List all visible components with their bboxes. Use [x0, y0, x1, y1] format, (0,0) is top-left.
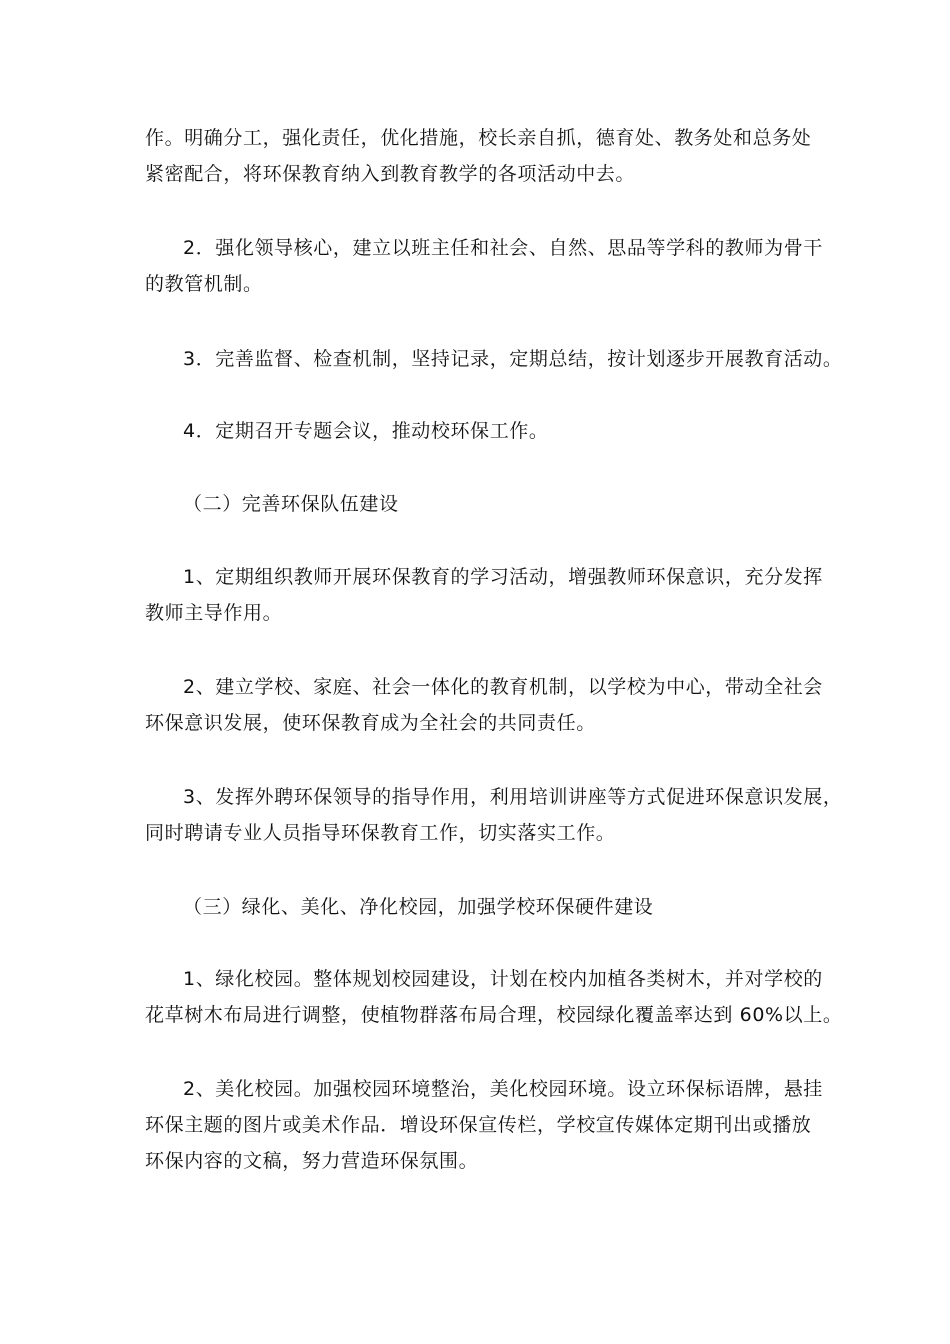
text-line: 环保意识发展，使环保教育成为全社会的共同责任。 [145, 712, 596, 734]
text-line: 3、发挥外聘环保领导的指导作用，利用培训讲座等方式促进环保意识发展， [183, 786, 843, 808]
paragraph-team-1 [145, 559, 825, 631]
text-line: 2、建立学校、家庭、社会一体化的教育机制，以学校为中心，带动全社会 [183, 676, 823, 698]
paragraph-team-3 [145, 779, 843, 851]
text-line: 2、美化校园。加强校园环境整治，美化校园环境。设立环保标语牌，悬挂 [183, 1078, 823, 1100]
section-heading-text: （三）绿化、美化、净化校园，加强学校环保硬件建设 [183, 896, 654, 918]
text-line: 环保内容的文稿，努力营造环保氛围。 [145, 1150, 479, 1172]
text-line: 作。明确分工，强化责任，优化措施，校长亲自抓，德育处、教务处和总务处 [145, 127, 812, 149]
text-line: 紧密配合，将环保教育纳入到教育教学的各项活动中去。 [145, 163, 636, 185]
section-heading-3 [145, 889, 825, 925]
text-line: 4．定期召开专题会议，推动校环保工作。 [183, 420, 549, 442]
section-heading-2 [145, 486, 825, 522]
paragraph-campus-1 [145, 961, 843, 1033]
text-line: 2．强化领导核心，建立以班主任和社会、自然、思品等学科的教师为骨干 [183, 237, 823, 259]
text-line: 3．完善监督、检查机制，坚持记录，定期总结，按计划逐步开展教育活动。 [183, 348, 843, 370]
text-line: 同时聘请专业人员指导环保教育工作，切实落实工作。 [145, 822, 616, 844]
text-line: 1、定期组织教师开展环保教育的学习活动，增强教师环保意识，充分发挥 [183, 566, 823, 588]
paragraph-continuation [145, 120, 825, 192]
paragraph-item-3 [145, 341, 843, 377]
text-line: 的教管机制。 [145, 273, 263, 295]
text-line: 1、绿化校园。整体规划校园建设，计划在校内加植各类树木，并对学校的 [183, 968, 823, 990]
paragraph-item-2 [145, 230, 825, 302]
paragraph-campus-2 [145, 1071, 825, 1179]
paragraph-item-4 [145, 413, 825, 449]
text-line: 环保主题的图片或美术作品．增设环保宣传栏，学校宣传媒体定期刊出或播放 [145, 1114, 812, 1136]
paragraph-team-2 [145, 669, 825, 741]
text-line: 教师主导作用。 [145, 602, 283, 624]
text-line: 花草树木布局进行调整，使植物群落布局合理，校园绿化覆盖率达到 60%以上。 [145, 1004, 843, 1026]
section-heading-text: （二）完善环保队伍建设 [183, 493, 399, 515]
